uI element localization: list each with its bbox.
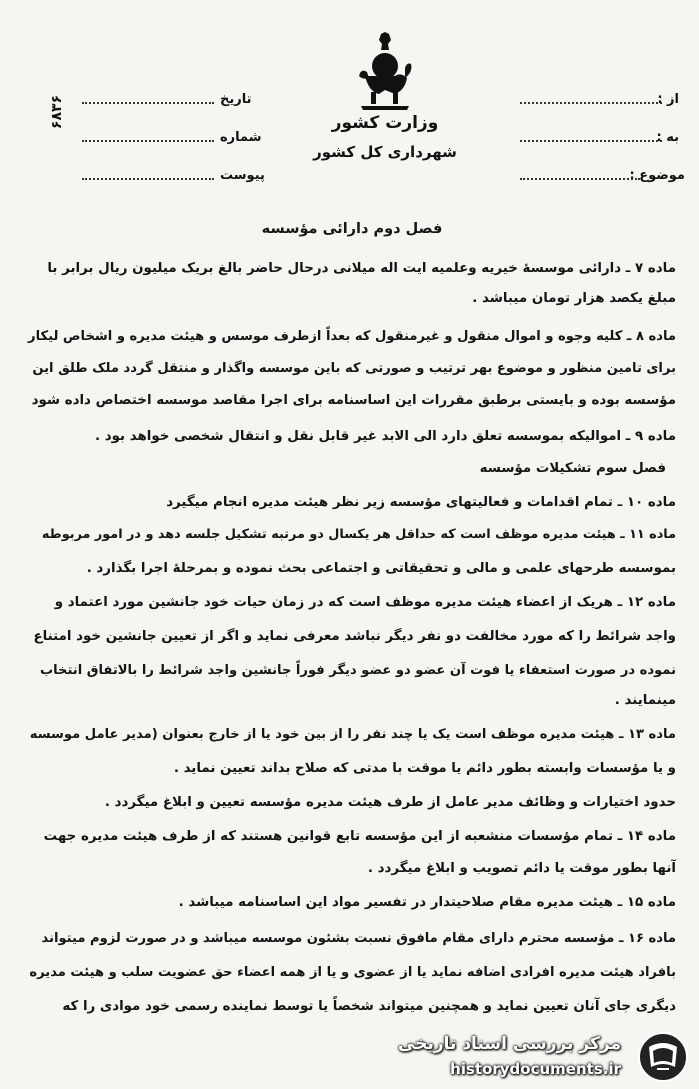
date-line bbox=[82, 102, 214, 104]
text-line: آنها بطور موقت یا دائم تصویب و ابلاغ میگردد . bbox=[367, 861, 676, 876]
date-label: تاریخ bbox=[220, 92, 252, 107]
ministry-title: وزارت کشور bbox=[331, 113, 439, 133]
watermark-url[interactable]: historydocuments.ir bbox=[450, 1060, 621, 1078]
text-line: مبلغ یکصد هزار تومان میباشد . bbox=[472, 291, 676, 306]
text-line: ماده ۹ ـ اموالیکه بموسسه تعلق دارد الی الابد غیر قابل نقل و انتقال شخصی خواهد بود . bbox=[95, 429, 676, 444]
subject-label: موضوع : bbox=[629, 168, 685, 183]
municipality-title: شهرداری کل کشور bbox=[313, 143, 457, 161]
text-line: مینمایند . bbox=[614, 693, 676, 708]
number-label: شماره bbox=[220, 130, 262, 145]
text-line: بافراد هیئت مدیره افرادی اضافه نماید یا از عضوی و یا از همه اعضاء حق عضویت سلب و هیئت مدیره bbox=[29, 965, 676, 980]
text-line: ماده ۱۳ ـ هیئت مدیره موظف است یک یا چند نفر را از بین خود یا از خارج بعنوان (مدیر عامل موسسه bbox=[29, 727, 676, 742]
text-line: بموسسه طرحهای علمی و مالی و تحقیقاتی و اجتماعی بحث نموده و بمرحلهٔ اجرا بگذارد . bbox=[86, 561, 676, 576]
attachment-label: پیوست bbox=[220, 168, 265, 183]
watermark-org-name: مرکز بررسی اسناد تاریخی bbox=[398, 1034, 621, 1054]
attachment-line bbox=[82, 178, 214, 180]
text-line: واجد شرائط را که مورد مخالفت دو نفر دیگر نباشد معرفی نماید و اگر از تعیین جانشین خود امتناع bbox=[33, 629, 676, 644]
stamp-number: ۶۸۳۶ bbox=[49, 94, 65, 130]
from-label: از : bbox=[657, 92, 679, 107]
text-line: و یا مؤسسات وابسته بطور دائم یا موقت با مدتی که صلاح بداند تعیین نماید . bbox=[173, 761, 676, 776]
registration-stamp bbox=[44, 78, 74, 148]
text-line: ماده ۷ ـ دارائی موسسهٔ خیریه وعلمیه ایت اله میلانی درحال حاضر بالغ بریک میلیون ریال برابر با bbox=[47, 261, 676, 276]
text-line: نموده در صورت استعفاء یا فوت آن عضو دو عضو دیگر فوراً جانشین واجد شرائط را بالاتفاق انتخاب bbox=[39, 663, 676, 678]
text-line: برای تامین منظور و موضوع بهر ترتیب و صورتی که باین موسسه واگذار و منتقل گردد ملک طلق این bbox=[32, 361, 676, 376]
section-heading-organization: فصل سوم تشکیلات مؤسسه bbox=[479, 461, 666, 476]
letterhead bbox=[0, 0, 699, 205]
text-line: ماده ۱۲ ـ هریک از اعضاء هیئت مدیره موظف است که در زمان حیات خود جانشین مورد اعتماد و bbox=[54, 595, 676, 610]
recipient-line bbox=[520, 140, 662, 142]
section-heading-assets: فصل دوم دارائی مؤسسه bbox=[261, 221, 443, 237]
subject-line bbox=[520, 178, 640, 180]
history-documents-logo-icon bbox=[637, 1031, 689, 1083]
recipient-label: به : bbox=[656, 130, 679, 145]
from-line bbox=[520, 102, 662, 104]
text-line: مؤسسه بوده و بایستی برطبق مقررات این اساسنامه برای اجرا مقاصد موسسه اختصاص داده شود bbox=[31, 393, 676, 408]
number-line bbox=[82, 140, 214, 142]
text-line: ماده ۱۰ ـ تمام اقدامات و فعالیتهای مؤسسه زیر نظر هیئت مدیره انجام میگیرد bbox=[166, 495, 676, 510]
text-line: ماده ۱۴ ـ تمام مؤسسات منشعبه از این مؤسسه تابع قوانین هستند که از طرف هیئت مدیره جهت bbox=[43, 829, 676, 844]
text-line: دیگری جای آنان تعیین نماید و همچنین میتواند شخصاً یا توسط نماینده رسمی خود موادی را که bbox=[62, 999, 676, 1014]
text-line: ماده ۱۱ ـ هیئت مدیره موظف است که حداقل هر یکسال دو مرتبه تشکیل جلسه دهد و در امور مربوطه bbox=[41, 527, 676, 542]
lion-and-sun-emblem-icon bbox=[355, 32, 415, 110]
text-line: ماده ۱۵ ـ هیئت مدیره مقام صلاحیتدار در تفسیر مواد این اساسنامه میباشد . bbox=[178, 895, 676, 910]
text-line: ماده ۱۶ ـ مؤسسه محترم دارای مقام مافوق نسبت بشئون موسسه میباشد و در صورت لزوم میتواند bbox=[41, 931, 676, 946]
text-line: حدود اختیارات و وظائف مدیر عامل از طرف هیئت مدیره مؤسسه تعیین و ابلاغ میگردد . bbox=[104, 795, 676, 810]
text-line: ماده ۸ ـ کلیه وجوه و اموال منقول و غیرمنقول که بعداً ازطرف موسس و هیئت مدیره و اشخاص لیکار bbox=[28, 329, 676, 344]
